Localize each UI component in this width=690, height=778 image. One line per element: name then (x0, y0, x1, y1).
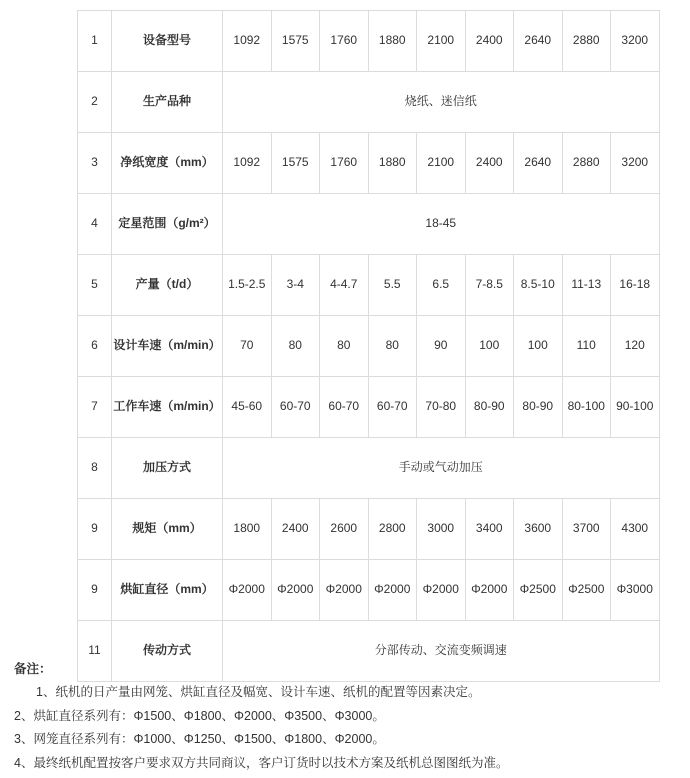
row-label: 传动方式 (112, 621, 223, 682)
row-value: Φ2000 (223, 560, 272, 621)
row-value: 110 (562, 316, 611, 377)
row-index: 1 (78, 11, 112, 72)
note-line: 4、最终纸机配置按客户要求双方共同商议，客户订货时以技术方案及纸机总图图纸为准。 (14, 756, 509, 770)
row-value: Φ2500 (514, 560, 563, 621)
row-value: 6.5 (417, 255, 466, 316)
notes-title: 备注： (14, 662, 52, 676)
row-label: 工作车速（m/min） (112, 377, 223, 438)
row-value: 2400 (271, 499, 320, 560)
row-value: 80 (271, 316, 320, 377)
row-value: 80-100 (562, 377, 611, 438)
table-row (78, 11, 660, 72)
row-merged-value: 烧纸、迷信纸 (223, 72, 660, 133)
row-value: 3000 (417, 499, 466, 560)
row-value: 2400 (465, 11, 514, 72)
row-value: 3200 (611, 11, 660, 72)
row-value: Φ2500 (562, 560, 611, 621)
row-value: 1760 (320, 133, 369, 194)
row-value: Φ2000 (465, 560, 514, 621)
row-value: 2400 (465, 133, 514, 194)
row-value: 120 (611, 316, 660, 377)
row-value: 90 (417, 316, 466, 377)
spec-table-container (77, 10, 654, 682)
row-value: 1760 (320, 11, 369, 72)
row-value: 4-4.7 (320, 255, 369, 316)
row-value: 2640 (514, 133, 563, 194)
row-value: Φ2000 (320, 560, 369, 621)
row-value: 3200 (611, 133, 660, 194)
row-value: Φ2000 (417, 560, 466, 621)
row-value: 100 (514, 316, 563, 377)
row-value: 3700 (562, 499, 611, 560)
table-row (78, 72, 660, 133)
table-row (78, 133, 660, 194)
table-row (78, 560, 660, 621)
row-index: 9 (78, 560, 112, 621)
row-merged-value: 分部传动、交流变频调速 (223, 621, 660, 682)
row-value: 80 (320, 316, 369, 377)
row-value: 1092 (223, 11, 272, 72)
row-index: 5 (78, 255, 112, 316)
row-label: 加压方式 (112, 438, 223, 499)
row-value: 60-70 (368, 377, 417, 438)
note-line: 3、网笼直径系列有：Φ1000、Φ1250、Φ1500、Φ1800、Φ2000。 (14, 732, 385, 747)
row-value: 1880 (368, 133, 417, 194)
row-value: 1800 (223, 499, 272, 560)
row-label: 设备型号 (112, 11, 223, 72)
row-value: 8.5-10 (514, 255, 563, 316)
row-value: 3400 (465, 499, 514, 560)
row-value: 2880 (562, 133, 611, 194)
row-value: 70 (223, 316, 272, 377)
row-index: 3 (78, 133, 112, 194)
row-label: 生产品种 (112, 72, 223, 133)
row-value: 5.5 (368, 255, 417, 316)
row-value: 90-100 (611, 377, 660, 438)
row-index: 2 (78, 72, 112, 133)
note-line: 1、纸机的日产量由网笼、烘缸直径及幅宽、设计车速、纸机的配置等因素决定。 (36, 684, 481, 699)
row-value: 60-70 (271, 377, 320, 438)
row-merged-value: 手动或气动加压 (223, 438, 660, 499)
row-value: 80 (368, 316, 417, 377)
row-value: 80-90 (514, 377, 563, 438)
row-label: 规矩（mm） (112, 499, 223, 560)
row-index: 8 (78, 438, 112, 499)
row-value: 70-80 (417, 377, 466, 438)
row-value: 100 (465, 316, 514, 377)
row-value: 16-18 (611, 255, 660, 316)
table-row (78, 438, 660, 499)
row-value: 1.5-2.5 (223, 255, 272, 316)
row-index: 11 (78, 621, 112, 682)
spec-table-body (78, 11, 660, 682)
row-value: 1575 (271, 133, 320, 194)
row-value: 3600 (514, 499, 563, 560)
row-value: 11-13 (562, 255, 611, 316)
row-index: 9 (78, 499, 112, 560)
row-value: Φ2000 (271, 560, 320, 621)
row-label: 设计车速（m/min） (112, 316, 223, 377)
row-value: 4300 (611, 499, 660, 560)
row-value: 2600 (320, 499, 369, 560)
row-index: 4 (78, 194, 112, 255)
row-value: 2880 (562, 11, 611, 72)
table-row (78, 255, 660, 316)
row-value: 2800 (368, 499, 417, 560)
row-value: 60-70 (320, 377, 369, 438)
row-value: 7-8.5 (465, 255, 514, 316)
row-label: 净纸宽度（mm） (112, 133, 223, 194)
row-merged-value: 18-45 (223, 194, 660, 255)
row-value: 2640 (514, 11, 563, 72)
table-row (78, 377, 660, 438)
row-label: 烘缸直径（mm） (112, 560, 223, 621)
table-row (78, 194, 660, 255)
notes-section (14, 660, 679, 778)
table-row (78, 316, 660, 377)
table-row (78, 499, 660, 560)
row-index: 6 (78, 316, 112, 377)
row-index: 7 (78, 377, 112, 438)
row-value: 80-90 (465, 377, 514, 438)
row-value: Φ3000 (611, 560, 660, 621)
row-value: 45-60 (223, 377, 272, 438)
row-value: 3-4 (271, 255, 320, 316)
row-value: 2100 (417, 133, 466, 194)
row-label: 定星范围（g/m²） (112, 194, 223, 255)
row-value: 2100 (417, 11, 466, 72)
specification-table (77, 10, 660, 682)
row-value: Φ2000 (368, 560, 417, 621)
row-label: 产量（t/d） (112, 255, 223, 316)
row-value: 1575 (271, 11, 320, 72)
note-line: 2、烘缸直径系列有：Φ1500、Φ1800、Φ2000、Φ3500、Φ3000。 (14, 708, 385, 723)
row-value: 1092 (223, 133, 272, 194)
row-value: 1880 (368, 11, 417, 72)
